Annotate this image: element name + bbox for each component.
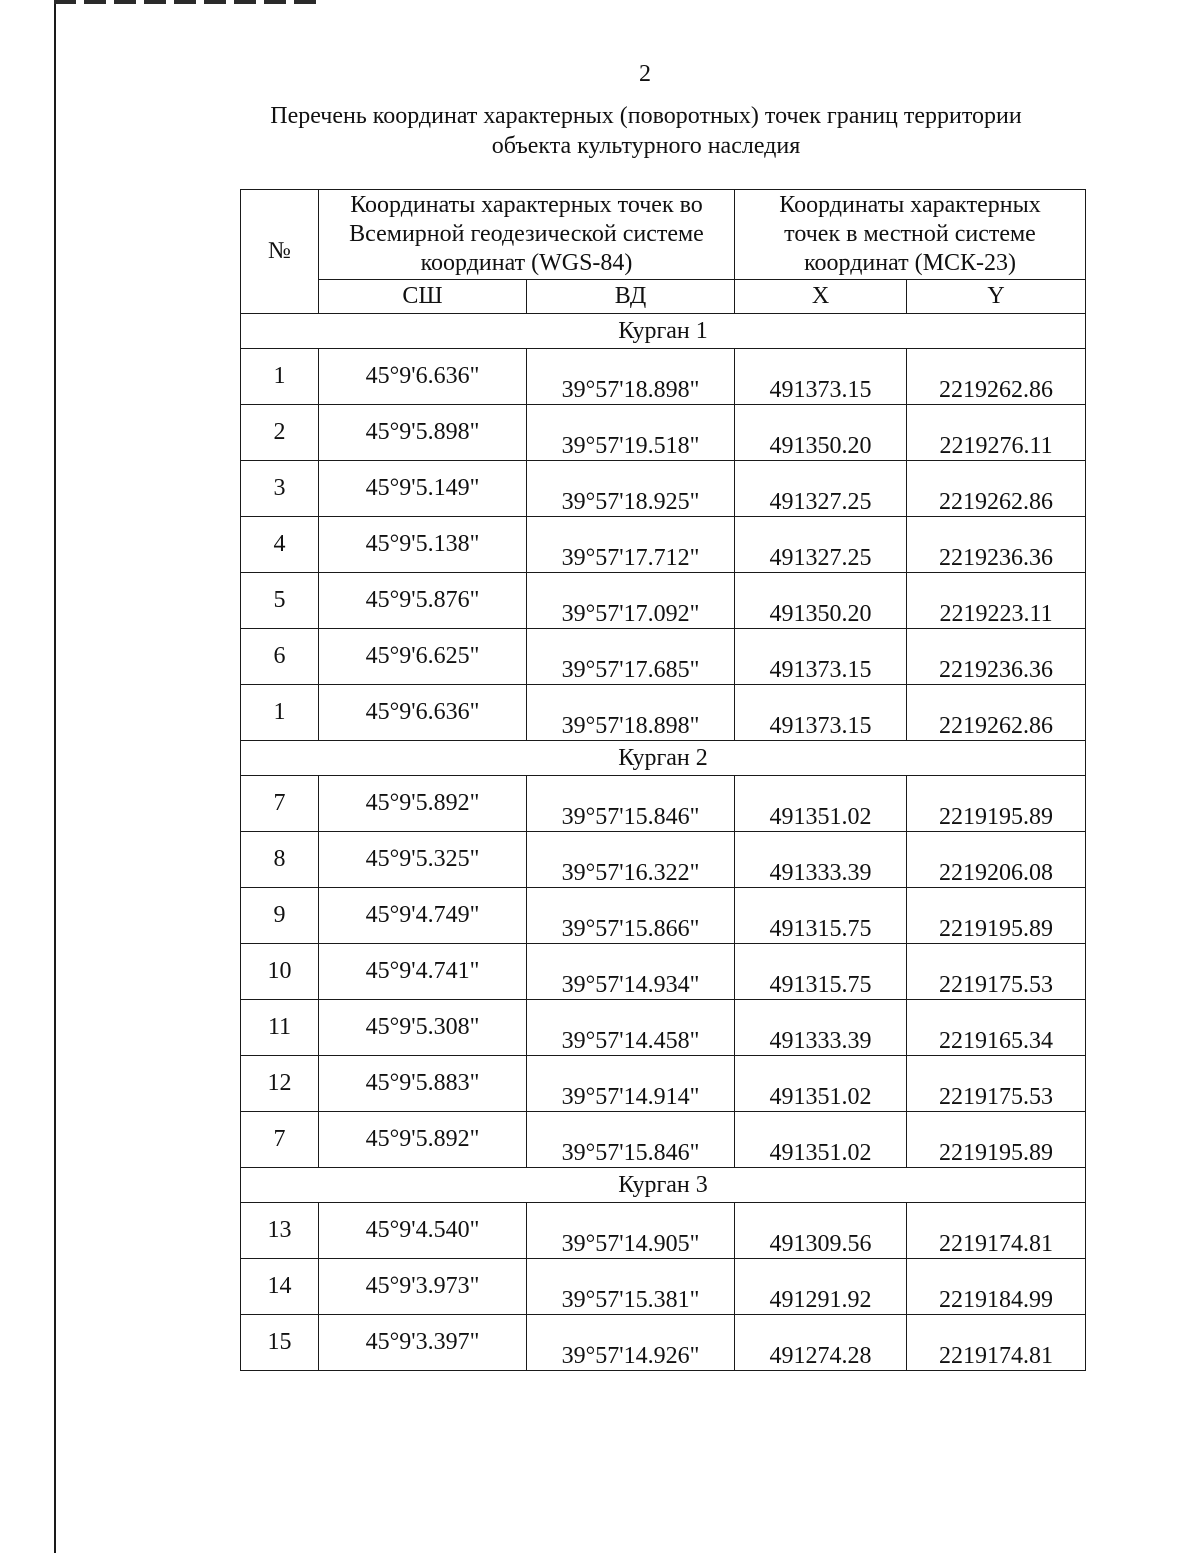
table-row [241,349,1086,405]
point-number: 7 [241,776,319,832]
latitude-cell: 45°9'5.138" [319,517,527,573]
page-number: 2 [639,61,651,87]
y-cell: 2219262.86 [907,461,1086,517]
longitude-cell: 39°57'16.322" [527,832,735,888]
y-cell: 2219195.89 [907,1112,1086,1168]
longitude-cell: 39°57'15.846" [527,1112,735,1168]
header-wgs84 [319,190,735,280]
document-title [226,101,1066,161]
x-cell: 491373.15 [735,349,907,405]
point-number: 3 [241,461,319,517]
point-number: 9 [241,888,319,944]
longitude-cell: 39°57'18.898" [527,685,735,741]
x-cell: 491351.02 [735,776,907,832]
point-number: 12 [241,1056,319,1112]
x-cell: 491327.25 [735,517,907,573]
group-name: Курган 3 [241,1168,1086,1203]
x-cell: 491350.20 [735,405,907,461]
table-row [241,1112,1086,1168]
x-cell: 491333.39 [735,1000,907,1056]
header-latitude: СШ [319,280,527,314]
header-msk23-line: координат (МСК-23) [804,250,1016,276]
point-number: 8 [241,832,319,888]
latitude-cell: 45°9'5.876" [319,573,527,629]
point-number: 13 [241,1203,319,1259]
table-row [241,1056,1086,1112]
y-cell: 2219175.53 [907,1056,1086,1112]
latitude-cell: 45°9'4.741" [319,944,527,1000]
point-number: 11 [241,1000,319,1056]
table-row [241,1315,1086,1371]
table-row [241,405,1086,461]
y-cell: 2219184.99 [907,1259,1086,1315]
longitude-cell: 39°57'15.846" [527,776,735,832]
group-row [241,741,1086,776]
x-cell: 491315.75 [735,888,907,944]
point-number: 5 [241,573,319,629]
header-number: № [241,190,319,314]
header-y: Y [907,280,1086,314]
latitude-cell: 45°9'5.149" [319,461,527,517]
x-cell: 491309.56 [735,1203,907,1259]
latitude-cell: 45°9'6.636" [319,349,527,405]
longitude-cell: 39°57'19.518" [527,405,735,461]
longitude-cell: 39°57'15.381" [527,1259,735,1315]
x-cell: 491327.25 [735,461,907,517]
header-msk23 [735,190,1086,280]
point-number: 1 [241,685,319,741]
longitude-cell: 39°57'14.934" [527,944,735,1000]
page-edge-line [54,0,56,1553]
group-name: Курган 2 [241,741,1086,776]
longitude-cell: 39°57'14.905" [527,1203,735,1259]
latitude-cell: 45°9'3.973" [319,1259,527,1315]
y-cell: 2219174.81 [907,1203,1086,1259]
y-cell: 2219262.86 [907,685,1086,741]
table-row [241,944,1086,1000]
latitude-cell: 45°9'4.540" [319,1203,527,1259]
point-number: 4 [241,517,319,573]
header-wgs84-line: Координаты характерных точек во [350,192,703,218]
table-row [241,517,1086,573]
point-number: 2 [241,405,319,461]
y-cell: 2219262.86 [907,349,1086,405]
y-cell: 2219175.53 [907,944,1086,1000]
longitude-cell: 39°57'17.685" [527,629,735,685]
y-cell: 2219223.11 [907,573,1086,629]
scan-artifact-line [54,0,324,4]
x-cell: 491351.02 [735,1056,907,1112]
y-cell: 2219206.08 [907,832,1086,888]
x-cell: 491333.39 [735,832,907,888]
latitude-cell: 45°9'6.636" [319,685,527,741]
latitude-cell: 45°9'5.892" [319,1112,527,1168]
table-row [241,888,1086,944]
y-cell: 2219276.11 [907,405,1086,461]
y-cell: 2219195.89 [907,776,1086,832]
longitude-cell: 39°57'14.458" [527,1000,735,1056]
latitude-cell: 45°9'5.308" [319,1000,527,1056]
header-longitude: ВД [527,280,735,314]
x-cell: 491274.28 [735,1315,907,1371]
y-cell: 2219174.81 [907,1315,1086,1371]
latitude-cell: 45°9'3.397" [319,1315,527,1371]
header-x: X [735,280,907,314]
header-wgs84-line: Всемирной геодезической системе [349,221,704,247]
table-row [241,1000,1086,1056]
y-cell: 2219195.89 [907,888,1086,944]
longitude-cell: 39°57'14.926" [527,1315,735,1371]
coordinates-table [240,189,1086,1371]
x-cell: 491373.15 [735,629,907,685]
header-msk23-line: Координаты характерных [779,192,1041,218]
latitude-cell: 45°9'5.892" [319,776,527,832]
group-name: Курган 1 [241,314,1086,349]
point-number: 15 [241,1315,319,1371]
group-row [241,314,1086,349]
latitude-cell: 45°9'5.883" [319,1056,527,1112]
latitude-cell: 45°9'5.898" [319,405,527,461]
latitude-cell: 45°9'5.325" [319,832,527,888]
y-cell: 2219165.34 [907,1000,1086,1056]
table-row [241,776,1086,832]
point-number: 10 [241,944,319,1000]
document-title-line: объекта культурного наследия [491,133,801,159]
point-number: 1 [241,349,319,405]
x-cell: 491350.20 [735,573,907,629]
longitude-cell: 39°57'18.925" [527,461,735,517]
table-row [241,1259,1086,1315]
point-number: 7 [241,1112,319,1168]
latitude-cell: 45°9'6.625" [319,629,527,685]
longitude-cell: 39°57'17.712" [527,517,735,573]
longitude-cell: 39°57'17.092" [527,573,735,629]
table-row [241,461,1086,517]
table-row [241,573,1086,629]
x-cell: 491351.02 [735,1112,907,1168]
header-msk23-line: точек в местной системе [784,221,1036,247]
longitude-cell: 39°57'18.898" [527,349,735,405]
latitude-cell: 45°9'4.749" [319,888,527,944]
document-title-line: Перечень координат характерных (поворотных) точек границ территории [270,103,1022,129]
header-wgs84-line: координат (WGS-84) [420,250,633,276]
point-number: 6 [241,629,319,685]
table-row [241,1203,1086,1259]
longitude-cell: 39°57'14.914" [527,1056,735,1112]
x-cell: 491315.75 [735,944,907,1000]
y-cell: 2219236.36 [907,517,1086,573]
table-row [241,629,1086,685]
table-row [241,832,1086,888]
y-cell: 2219236.36 [907,629,1086,685]
table-row [241,685,1086,741]
x-cell: 491373.15 [735,685,907,741]
x-cell: 491291.92 [735,1259,907,1315]
point-number: 14 [241,1259,319,1315]
coordinates-table-body [241,314,1086,1371]
group-row [241,1168,1086,1203]
longitude-cell: 39°57'15.866" [527,888,735,944]
